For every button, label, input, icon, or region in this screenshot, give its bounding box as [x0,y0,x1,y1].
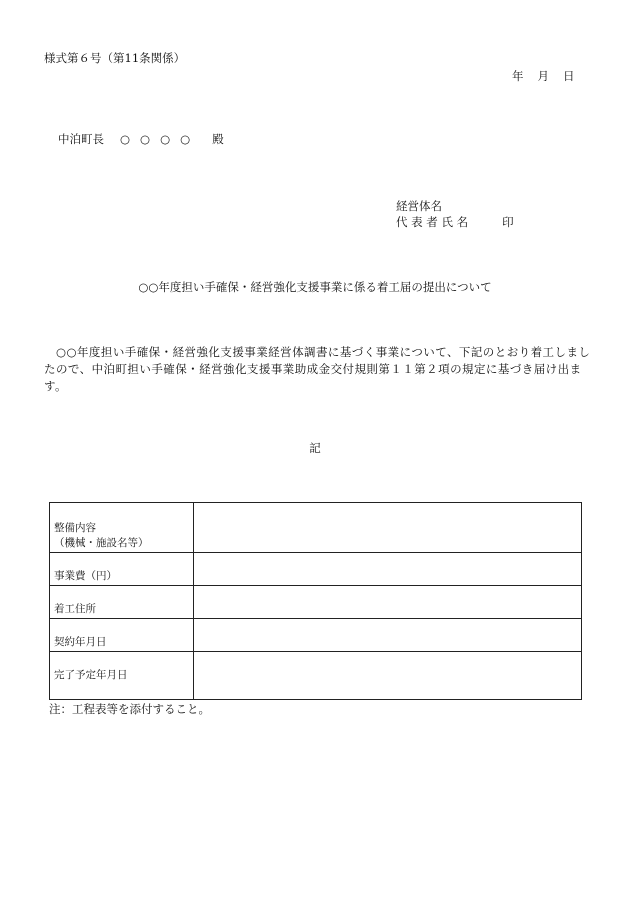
applicant-org-label: 経営体名 [396,199,442,213]
ki-heading: 記 [309,441,321,455]
row-label-cost: 事業費（円） [50,553,194,586]
note: 注：工程表等を添付すること。 [49,702,210,716]
date-day: 日 [563,69,575,83]
label-line: 整備内容 [54,522,96,534]
addressee-honorific: 殿 [212,132,224,146]
row-label-contract-date: 契約年月日 [50,619,194,652]
row-label-address: 着工住所 [50,586,194,619]
addressee [58,131,224,147]
addressee-title: 中泊町長 [58,132,104,146]
document-title: ○○年度担い手確保・経営強化支援事業に係る着工届の提出について [138,280,492,294]
row-value-contract-date[interactable] [194,619,582,652]
addressee-mark-3: ○ [160,132,171,146]
addressee-mark-4: ○ [180,132,191,146]
date-month: 月 [537,69,549,83]
date-line [512,68,575,84]
date-year: 年 [512,69,524,83]
form-number: 様式第６号（第11条関係） [44,51,186,65]
row-value-completion-date[interactable] [194,652,582,700]
seal-mark: 印 [502,215,514,229]
table-row [50,652,582,700]
row-value-equipment[interactable] [194,503,582,553]
applicant-block [396,198,514,230]
applicant-rep-label: 代 表 者 氏 名 [396,215,469,229]
label-line-sub: （機械・施設名等） [54,537,149,549]
addressee-mark-2: ○ [140,132,151,146]
form-table [49,502,582,700]
table-row [50,586,582,619]
applicant-rep-line [396,214,514,230]
table-row [50,503,582,553]
body-text: ○○年度担い手確保・経営強化支援事業経営体調書に基づく事業について、下記のとおり着工しましたので、中泊町担い手確保・経営強化支援事業助成金交付規則第１１第２項の規定に基づき届け出ます。 [44,345,591,393]
table-row [50,553,582,586]
row-label-completion-date: 完了予定年月日 [50,652,194,700]
table-row [50,619,582,652]
row-value-address[interactable] [194,586,582,619]
row-value-cost[interactable] [194,553,582,586]
addressee-mark-1: ○ [120,132,131,146]
row-label-equipment [50,503,194,553]
